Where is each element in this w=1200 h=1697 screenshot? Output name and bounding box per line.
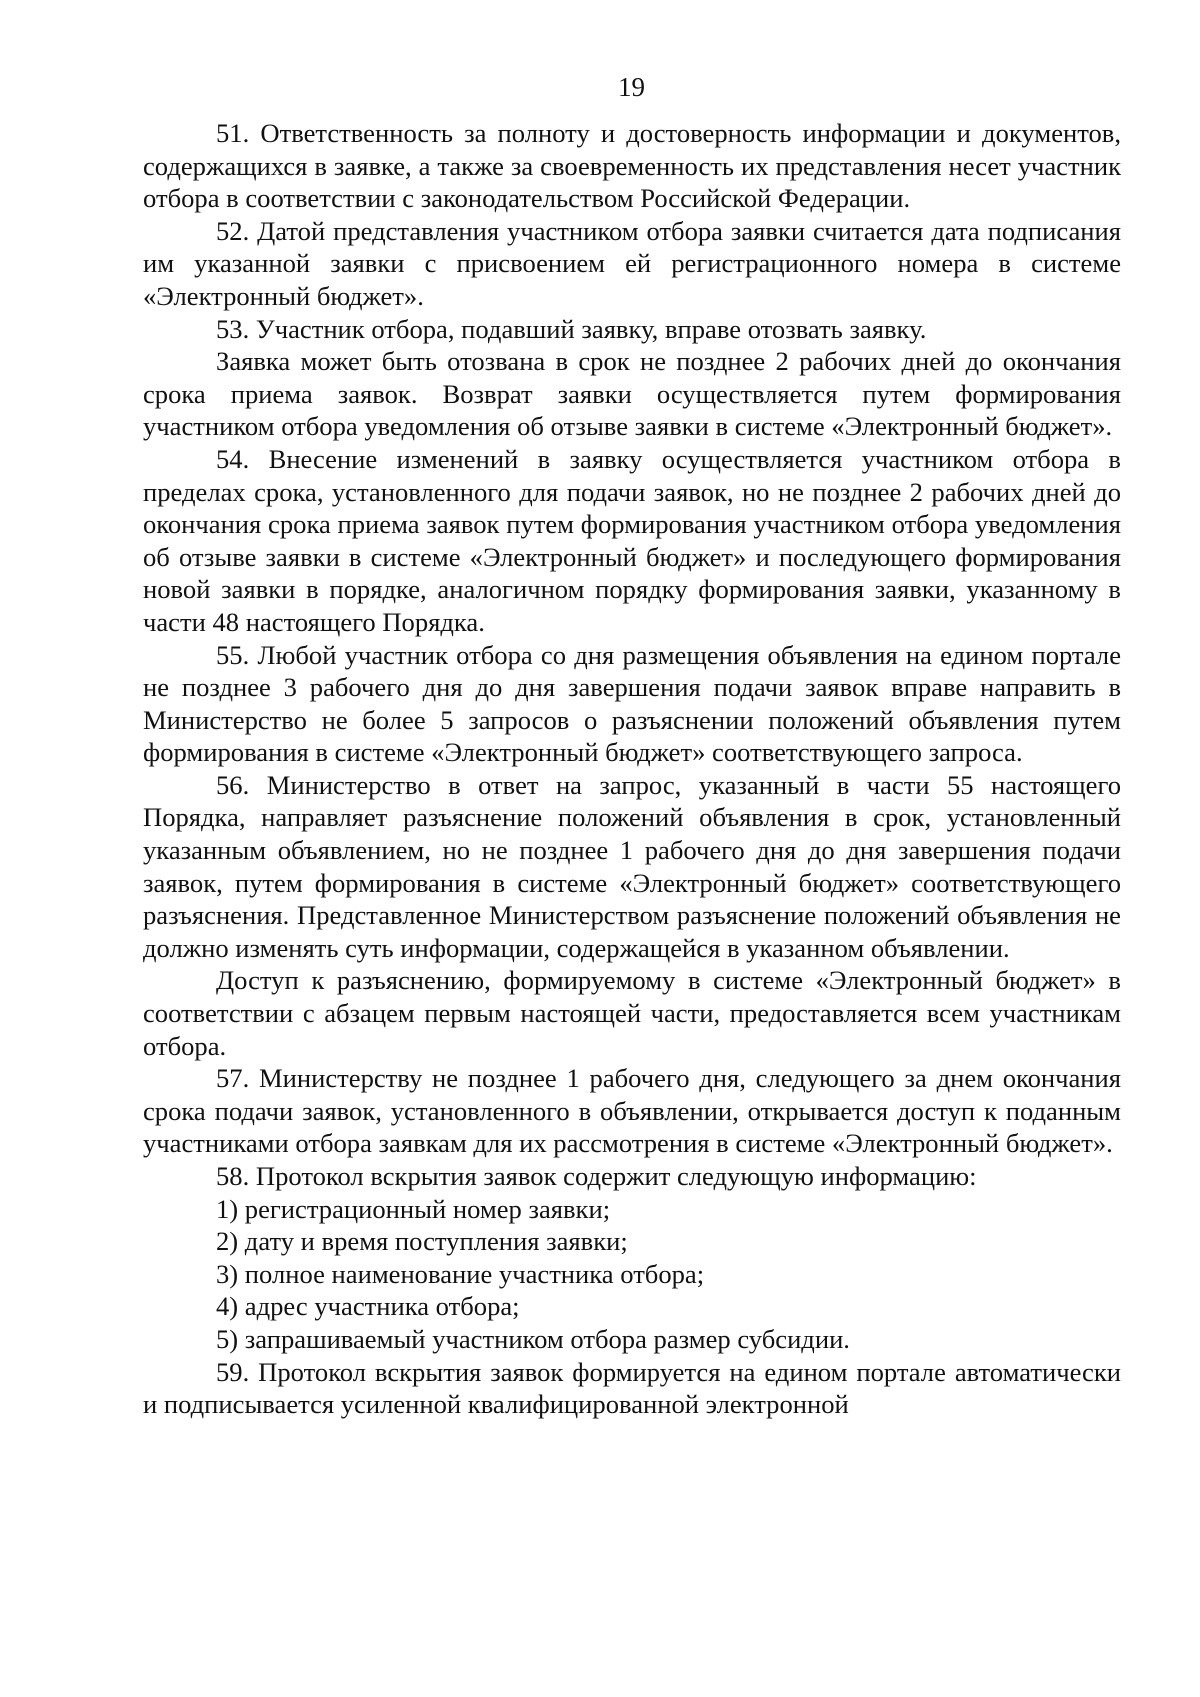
paragraph-55: 55. Любой участник отбора со дня размещения объявления на едином портале не позднее 3 рабочего дня до дня завершения подачи заявок вправе направить в Министерство не более 5 запросов о разъяснении положений объявления путем формирования в системе «Электронный бюджет» соответствующего запроса. <box>143 639 1121 768</box>
paragraph-54: 54. Внесение изменений в заявку осуществляется участником отбора в пределах срока, установленного для подачи заявок, но не позднее 2 рабочих дней до окончания срока приема заявок путем формирования участником отбора уведомления об отзыве заявки в системе «Электронный бюджет» и последующего формирования новой заявки в порядке, аналогичном порядку формирования заявки, указанному в части 48 настоящего Порядка. <box>143 443 1121 637</box>
paragraph-58: 58. Протокол вскрытия заявок содержит следующую информацию: <box>216 1161 977 1191</box>
paragraph-56-access: Доступ к разъяснению, формируемому в системе «Электронный бюджет» в соответствии с абзацем первым настоящей части, предоставляется всем участникам отбора. <box>143 965 1121 1061</box>
paragraph-51: 51. Ответственность за полноту и достоверность информации и документов, содержащихся в заявке, а также за своевременность их представления несет участник отбора в соответствии с законодательством Российской Федерации. <box>143 118 1121 214</box>
paragraph-52: 52. Датой представления участником отбора заявки считается дата подписания им указанной заявки с присвоением ей регистрационного номера в системе «Электронный бюджет». <box>143 215 1121 311</box>
paragraph-56: 56. Министерство в ответ на запрос, указанный в части 55 настоящего Порядка, направляет разъяснение положений объявления в срок, установленный указанным объявлением, но не позднее 1 рабочего дня до дня завершения подачи заявок, путем формирования в системе «Электронный бюджет» соответствующего разъяснения. Представленное Министерством разъяснение положений объявления не должно изменять суть информации, содержащейся в указанном объявлении. <box>143 769 1121 963</box>
paragraph-53: 53. Участник отбора, подавший заявку, вправе отозвать заявку. <box>216 313 927 344</box>
list-item-full-name: 3) полное наименование участника отбора; <box>216 1258 705 1289</box>
list-item-subsidy-amount: 5) запрашиваемый участником отбора размер субсидии. <box>216 1323 850 1354</box>
list-item-date-time: 2) дату и время поступления заявки; <box>216 1226 628 1257</box>
list-item-address: 4) адрес участника отбора; <box>216 1291 520 1322</box>
document-body <box>143 117 1121 1421</box>
paragraph-57: 57. Министерству не позднее 1 рабочего дня, следующего за днем окончания срока подачи заявок, установленного в объявлении, открывается доступ к поданным участниками отбора заявкам для их рассмотрения в системе «Электронный бюджет». <box>143 1063 1121 1159</box>
list-item-registration-number: 1) регистрационный номер заявки; <box>216 1193 611 1224</box>
page-number: 19 <box>618 72 645 102</box>
paragraph-59: 59. Протокол вскрытия заявок формируется на едином портале автоматически и подписывается усиленной квалифицированной электронной <box>143 1356 1121 1420</box>
paragraph-53-withdrawal: Заявка может быть отозвана в срок не позднее 2 рабочих дней до окончания срока приема заявок. Возврат заявки осуществляется путем формирования участником отбора уведомления об отзыве заявки в системе «Электронный бюджет». <box>143 346 1121 442</box>
